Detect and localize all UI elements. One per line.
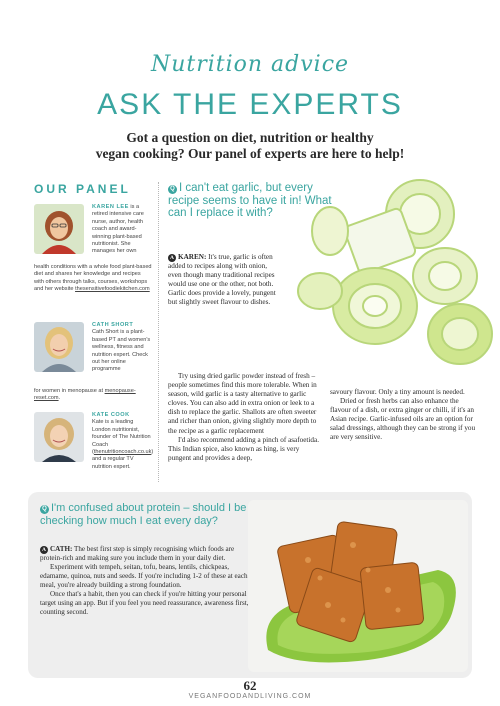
- page-title: ASK THE EXPERTS: [97, 88, 403, 121]
- answer-paragraph: The best first step is simply recognising which foods are protein-rich and making sure you include them in your daily diet.: [40, 545, 235, 562]
- answer-paragraph: savoury flavour. Only a tiny amount is needed.: [330, 388, 465, 396]
- expert-bio-tail: ) and a regular TV nutrition expert.: [92, 449, 154, 470]
- section-kicker: Nutrition advice: [150, 52, 350, 77]
- answer-2-text: [40, 545, 250, 617]
- expert-website-link[interactable]: menopause-reset.com: [34, 388, 136, 402]
- answer-paragraph: Try using dried garlic powder instead of fresh – people sometimes find this more tolerable. When in season, wild garlic is a tasty alternative to garlic cloves. You can also add in extra onion or leek to a dish to replace the garlic. Shallots are often sweeter and richer than onion, giving slightly more depth to the recipe as a garlic replacement: [168, 372, 317, 435]
- expert-karen-lee: [34, 204, 152, 314]
- expert-bio: is a retired intensive care nurse, author, health coach and award-winning plant-based nutritionist. She manages her own: [92, 204, 144, 255]
- question-2: [40, 502, 250, 527]
- expert-photo-karen: [34, 204, 84, 254]
- expert-kate-cook: [34, 412, 152, 482]
- answer-1-column-b: [168, 372, 324, 463]
- expert-photo-kate: [34, 412, 84, 462]
- expert-name: KAREN LEE: [92, 204, 129, 210]
- answer-1-column-a: [168, 253, 280, 308]
- answer-1-column-c: [330, 388, 480, 443]
- column-divider: [158, 182, 159, 482]
- expert-cath-short: [34, 322, 152, 402]
- subtitle-line: Got a question on diet, nutrition or healthy: [126, 130, 374, 145]
- expert-name: KATE COOK: [92, 412, 130, 418]
- answer-paragraph: Dried or fresh herbs can also enhance the flavour of a dish, or extra ginger or chilli, if it's an Asian recipe. Garlic-infused oils are an option for salad dressings, although they can be strong if you are very sensitive.: [330, 397, 476, 442]
- tempeh-photo: [248, 500, 468, 672]
- subtitle-line: vegan cooking? Our panel of experts are here to help!: [95, 146, 405, 161]
- answer-speaker: CATH:: [50, 545, 73, 553]
- question-badge-icon: Q: [40, 505, 49, 514]
- answer-paragraph: Experiment with tempeh, seitan, tofu, beans, lentils, chickpeas, edamame, quinoa, nuts and seeds. If you're including 1-2 of these at each meal, you're already building a strong foundation.: [40, 563, 248, 589]
- punctuation: .: [58, 395, 61, 402]
- expert-photo-cath: [34, 322, 84, 372]
- question-heading: I'm confused about protein – should I be checking how much I eat every day?: [40, 502, 247, 527]
- expert-bio-continued: for women in menopause at: [34, 388, 104, 394]
- expert-bio-continued: health conditions with a whole food plant-based diet and shares her knowledge and recipes with others through talks, courses, workshops and her website: [34, 264, 152, 293]
- expert-website-link[interactable]: thenutritioncoach.co.uk: [93, 449, 152, 456]
- answer-paragraph: It's true, garlic is often added to recipes along with onion, even though many traditional recipes would use one or the other, not both. Garlic does provide a lovely, pungent but slightly sweet flavour to dishes.: [168, 253, 276, 307]
- expert-bio: Cath Short is a plant-based PT and women's wellness, fitness and nutrition expert. Check out her online programme: [92, 329, 151, 373]
- page-subtitle: [60, 130, 440, 162]
- expert-name: CATH SHORT: [92, 322, 134, 328]
- website-footer: VEGANFOODANDLIVING.COM: [188, 693, 312, 700]
- page-number: 62: [243, 678, 257, 693]
- leek-slices-photo: [290, 176, 500, 381]
- panel-heading: OUR PANEL: [34, 182, 131, 196]
- answer-badge-icon: A: [40, 546, 48, 554]
- answer-paragraph: I'd also recommend adding a pinch of asafoetida. This Indian spice, also known as hing, is very pungent and provides a deep,: [168, 435, 320, 462]
- answer-badge-icon: A: [168, 254, 176, 262]
- question-heading: I can't eat garlic, but every recipe seems to have it in! What can I replace it with?: [168, 182, 332, 219]
- answer-speaker: KAREN:: [178, 253, 207, 261]
- question-badge-icon: Q: [168, 185, 177, 194]
- answer-paragraph: Once that's a habit, then you can check if you're hitting your personal target using an app. But if you feel you need reassurance, awareness first, counting second.: [40, 590, 249, 616]
- expert-website-link[interactable]: thesensitivefoodiekitchen.com: [75, 286, 150, 293]
- expert-bio: Kate is a leading London nutritionist, founder of The Nutrition Coach (: [92, 419, 151, 456]
